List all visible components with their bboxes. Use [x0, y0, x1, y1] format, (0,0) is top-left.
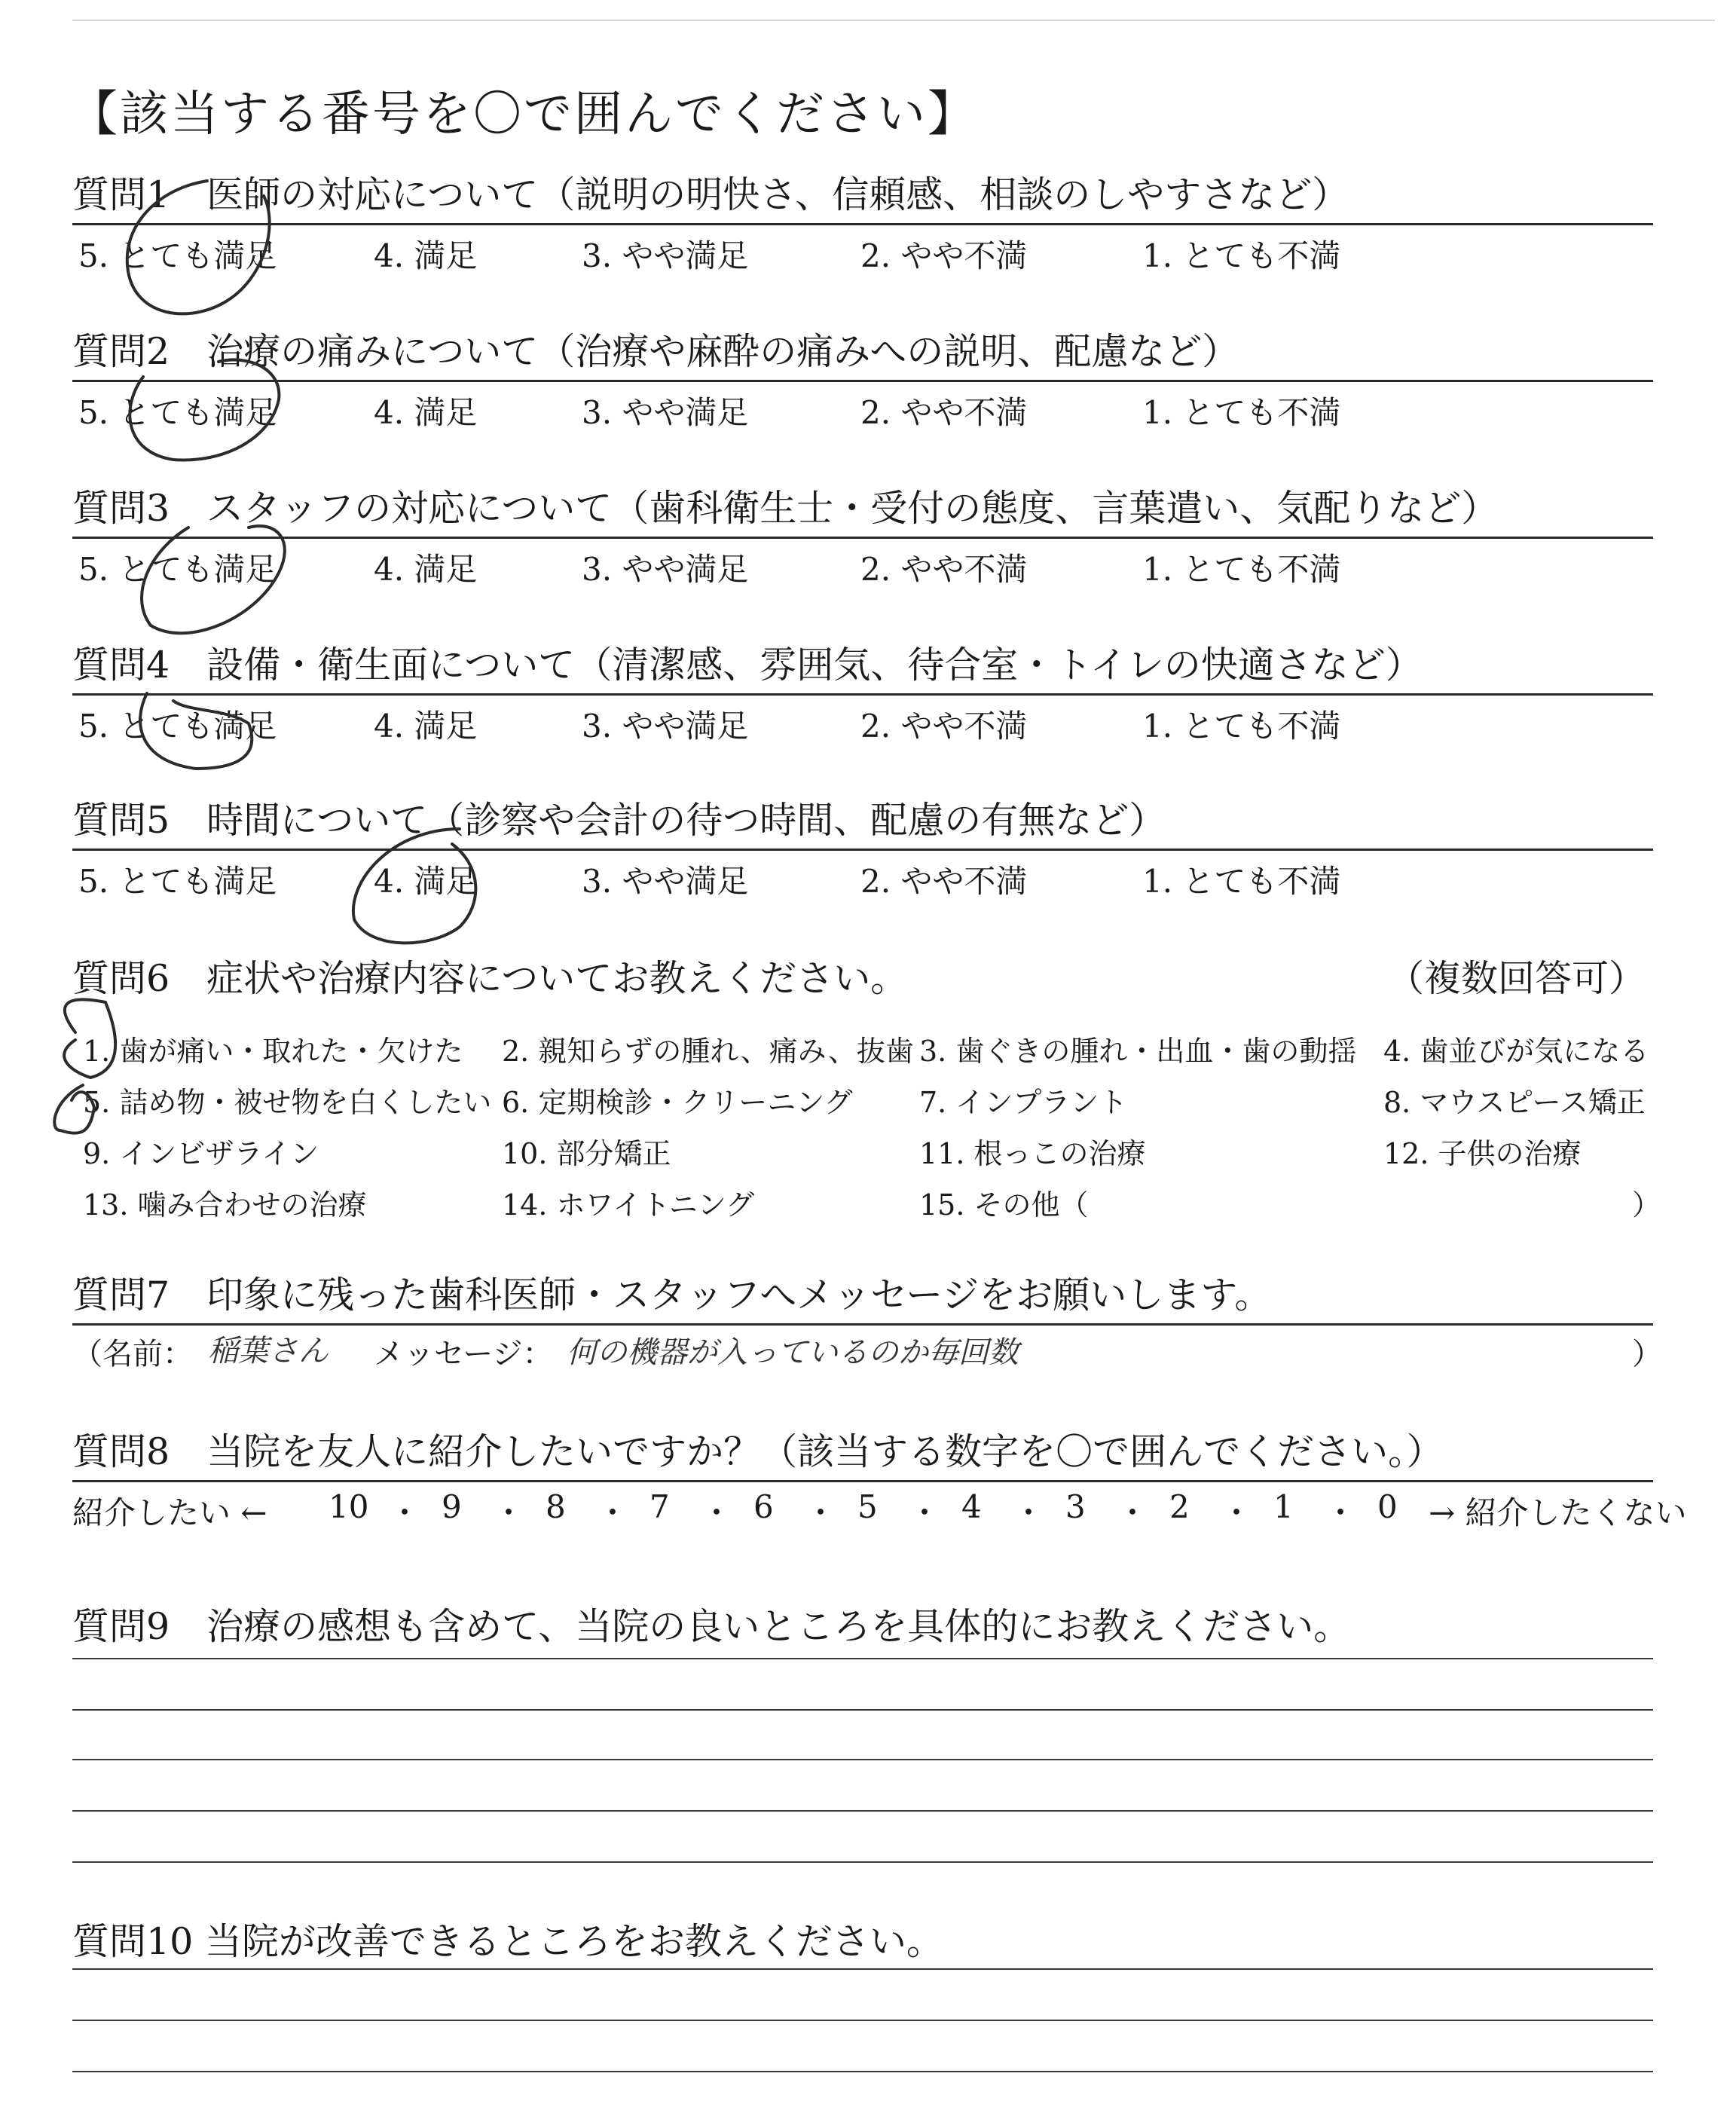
- answer-line[interactable]: [72, 1759, 1653, 1760]
- message-close-paren: ）: [1632, 1337, 1662, 1372]
- answer-line[interactable]: [72, 1810, 1653, 1812]
- option-1[interactable]: 1. とても不満: [1142, 863, 1341, 900]
- scale-sep: ・: [1013, 1494, 1045, 1531]
- scale-3[interactable]: 3: [1065, 1488, 1086, 1525]
- rating-options: [72, 545, 1653, 590]
- option-4[interactable]: 4. 満足: [374, 237, 478, 274]
- option-1[interactable]: 1. とても不満: [1142, 237, 1341, 274]
- option-5[interactable]: 5. とても満足: [78, 863, 277, 900]
- option-4[interactable]: 4. 満足: [374, 551, 478, 588]
- divider: [72, 693, 1653, 696]
- message-field[interactable]: 何の機器が入っているのか毎回数: [567, 1335, 1019, 1370]
- option-2[interactable]: 2. やや不満: [860, 394, 1028, 431]
- option-4[interactable]: 4. 満足: [374, 708, 478, 745]
- scale-9[interactable]: 9: [442, 1488, 462, 1525]
- scale-left-label: 紹介したい ←: [72, 1494, 267, 1531]
- symptom-item-1[interactable]: 1. 歯が痛い・取れた・欠けた: [83, 1035, 463, 1068]
- rating-options: [72, 702, 1653, 747]
- option-5[interactable]: 5. とても満足: [78, 708, 277, 745]
- scale-sep: ・: [597, 1494, 629, 1531]
- question-title: 質問8 当院を友人に紹介したいですか？（該当する数字を〇で囲んでください。）: [72, 1430, 1444, 1473]
- question-2: [72, 329, 1653, 433]
- scale-sep: ・: [701, 1494, 733, 1531]
- symptom-item-14[interactable]: 14. ホワイトニング: [502, 1188, 755, 1222]
- option-1[interactable]: 1. とても不満: [1142, 394, 1341, 431]
- symptom-item-7[interactable]: 7. インプラント: [919, 1086, 1128, 1119]
- symptom-item-4[interactable]: 4. 歯並びが気になる: [1383, 1035, 1649, 1068]
- question-title: 質問2 治療の痛みについて（治療や麻酔の痛みへの説明、配慮など）: [72, 330, 1239, 373]
- question-title: 質問6 症状や治療内容についてお教えください。: [72, 957, 908, 1000]
- symptom-item-6[interactable]: 6. 定期検診・クリーニング: [502, 1086, 853, 1119]
- divider: [72, 1480, 1653, 1482]
- message-label: メッセージ：: [374, 1337, 553, 1372]
- option-1[interactable]: 1. とても不満: [1142, 708, 1341, 745]
- scan-edge-line: [72, 20, 1715, 21]
- name-label: （名前：: [72, 1337, 193, 1372]
- scale-sep: ・: [1117, 1494, 1149, 1531]
- scale-right-label: → 紹介したくない: [1429, 1494, 1687, 1531]
- question-title: 質問5 時間について（診察や会計の待つ時間、配慮の有無など）: [72, 799, 1166, 842]
- rating-options: [72, 857, 1653, 902]
- option-1[interactable]: 1. とても不満: [1142, 551, 1341, 588]
- question-4: [72, 642, 1653, 747]
- option-2[interactable]: 2. やや不満: [860, 863, 1028, 900]
- scale-sep: ・: [1325, 1494, 1357, 1531]
- option-3[interactable]: 3. やや満足: [582, 863, 749, 900]
- question-title: 質問9 治療の感想も含めて、当院の良いところを具体的にお教えください。: [72, 1605, 1351, 1648]
- scale-sep: ・: [1221, 1494, 1253, 1531]
- question-5: [72, 797, 1653, 902]
- scale-5[interactable]: 5: [857, 1488, 878, 1525]
- option-4[interactable]: 4. 満足: [374, 863, 478, 900]
- option-2[interactable]: 2. やや不満: [860, 708, 1028, 745]
- scale-10[interactable]: 10: [329, 1488, 369, 1525]
- option-2[interactable]: 2. やや不満: [860, 551, 1028, 588]
- symptom-item-8[interactable]: 8. マウスピース矯正: [1383, 1086, 1646, 1119]
- option-3[interactable]: 3. やや満足: [582, 551, 749, 588]
- scale-sep: ・: [909, 1494, 941, 1531]
- option-3[interactable]: 3. やや満足: [582, 237, 749, 274]
- scale-1[interactable]: 1: [1273, 1488, 1294, 1525]
- rating-options: [72, 388, 1653, 433]
- divider: [72, 223, 1653, 225]
- symptom-item-12[interactable]: 12. 子供の治療: [1383, 1137, 1582, 1170]
- multiple-answers-note: （複数回答可）: [1386, 957, 1646, 1000]
- question-9: [72, 1604, 1653, 1650]
- scale-4[interactable]: 4: [961, 1488, 982, 1525]
- symptom-item-9[interactable]: 9. インビザライン: [83, 1137, 319, 1170]
- option-4[interactable]: 4. 満足: [374, 394, 478, 431]
- divider: [72, 537, 1653, 539]
- question-title: 質問3 スタッフの対応について（歯科衛生士・受付の態度、言葉遣い、気配りなど）: [72, 487, 1499, 530]
- answer-line[interactable]: [72, 1709, 1653, 1711]
- question-title: 質問10 当院が改善できるところをお教えください。: [72, 1920, 943, 1963]
- message-row: [72, 1330, 1662, 1375]
- question-1: [72, 172, 1653, 277]
- scale-sep: ・: [493, 1494, 525, 1531]
- question-8: [72, 1429, 1687, 1534]
- symptom-item-11[interactable]: 11. 根っこの治療: [919, 1137, 1146, 1170]
- option-5[interactable]: 5. とても満足: [78, 237, 277, 274]
- question-title: 質問4 設備・衛生面について（清潔感、雰囲気、待合室・トイレの快適さなど）: [72, 644, 1423, 687]
- option-5[interactable]: 5. とても満足: [78, 394, 277, 431]
- symptom-item-2[interactable]: 2. 親知らずの腫れ、痛み、抜歯: [502, 1035, 914, 1068]
- scale-6[interactable]: 6: [753, 1488, 774, 1525]
- answer-line[interactable]: [72, 1658, 1653, 1659]
- scale-0[interactable]: 0: [1377, 1488, 1398, 1525]
- symptom-item-10[interactable]: 10. 部分矯正: [502, 1137, 671, 1170]
- scale-2[interactable]: 2: [1169, 1488, 1190, 1525]
- page-header: 【該当する番号を〇で囲んでください】: [69, 87, 978, 142]
- divider: [72, 849, 1653, 851]
- question-title: 質問7 印象に残った歯科医師・スタッフへメッセージをお願いします。: [72, 1274, 1272, 1316]
- option-5[interactable]: 5. とても満足: [78, 551, 277, 588]
- symptom-item-13[interactable]: 13. 噛み合わせの治療: [83, 1188, 367, 1222]
- option-2[interactable]: 2. やや不満: [860, 237, 1028, 274]
- scale-sep: ・: [389, 1494, 421, 1531]
- question-6: [72, 956, 1653, 1002]
- answer-line[interactable]: [72, 1861, 1653, 1863]
- scale-sep: ・: [805, 1494, 837, 1531]
- symptom-item-5[interactable]: 5. 詰め物・被せ物を白くしたい: [83, 1086, 492, 1119]
- symptom-item-15[interactable]: 15. その他（: [919, 1188, 1089, 1222]
- answer-line[interactable]: [72, 1968, 1653, 1970]
- question-title: 質問1 医師の対応について（説明の明快さ、信頼感、相談のしやすさなど）: [72, 173, 1349, 216]
- answer-line[interactable]: [72, 2071, 1653, 2072]
- divider: [72, 380, 1653, 382]
- symptom-item-3[interactable]: 3. 歯ぐきの腫れ・出血・歯の動揺: [919, 1035, 1357, 1068]
- rating-options: [72, 231, 1653, 277]
- scale-7[interactable]: 7: [649, 1488, 670, 1525]
- question-3: [72, 485, 1653, 590]
- divider: [72, 1323, 1653, 1326]
- scale-8[interactable]: 8: [546, 1488, 566, 1525]
- question-10: [72, 1919, 1653, 1965]
- option-3[interactable]: 3. やや満足: [582, 708, 749, 745]
- question-7: [72, 1272, 1662, 1375]
- answer-line[interactable]: [72, 2020, 1653, 2021]
- other-close-paren: ）: [1632, 1188, 1661, 1222]
- option-3[interactable]: 3. やや満足: [582, 394, 749, 431]
- name-field[interactable]: 稲葉さん: [208, 1334, 329, 1368]
- recommend-scale: [72, 1488, 1687, 1534]
